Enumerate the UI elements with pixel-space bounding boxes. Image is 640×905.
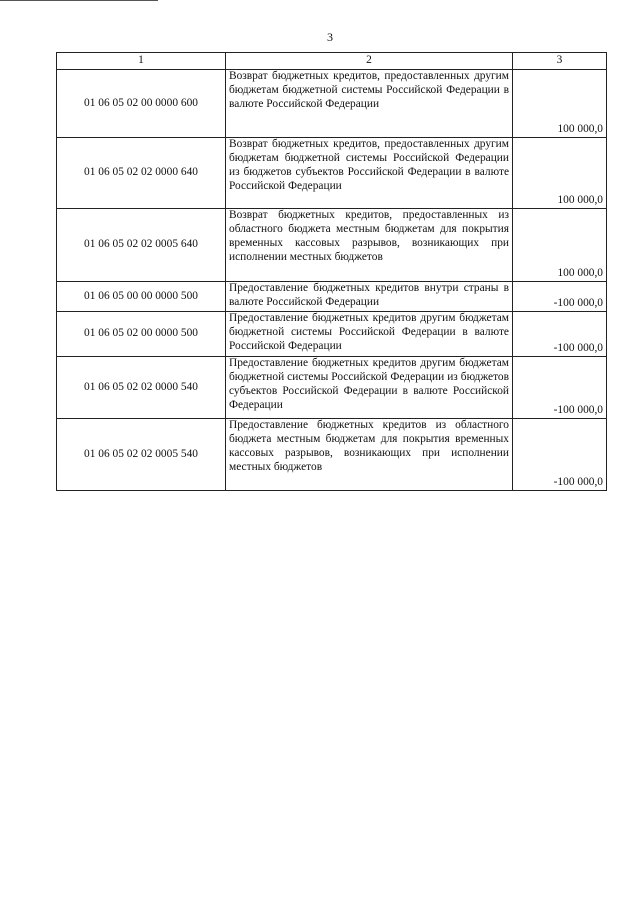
table-row xyxy=(57,357,607,419)
budget-code: 01 06 05 02 00 0000 500 xyxy=(57,312,226,357)
table-row xyxy=(57,312,607,357)
budget-item-name: Предоставление бюджетных кредитов из областного бюджета местным бюджетам для покрытия временных кассовых разрывов, возникающих при исполнении местных бюджетов xyxy=(226,419,513,491)
table-row xyxy=(57,282,607,312)
budget-table xyxy=(56,52,607,491)
header-col-3: 3 xyxy=(513,53,607,70)
budget-amount: 100 000,0 xyxy=(513,70,607,138)
budget-amount: -100 000,0 xyxy=(513,357,607,419)
budget-code: 01 06 05 02 02 0005 540 xyxy=(57,419,226,491)
header-col-1: 1 xyxy=(57,53,226,70)
table-row xyxy=(57,419,607,491)
budget-amount: -100 000,0 xyxy=(513,282,607,312)
budget-amount: 100 000,0 xyxy=(513,138,607,209)
page-number: 3 xyxy=(327,30,333,44)
budget-code: 01 06 05 02 02 0000 640 xyxy=(57,138,226,209)
header-col-2: 2 xyxy=(226,53,513,70)
budget-code: 01 06 05 00 00 0000 500 xyxy=(57,282,226,312)
budget-amount: 100 000,0 xyxy=(513,209,607,282)
table-row xyxy=(57,138,607,209)
table-row xyxy=(57,209,607,282)
budget-item-name: Возврат бюджетных кредитов, предоставленных из областного бюджета местным бюджетам для покрытия временных кассовых разрывов, возникающих при исполнении местных бюджетов xyxy=(226,209,513,282)
budget-amount: -100 000,0 xyxy=(513,312,607,357)
budget-item-name: Предоставление бюджетных кредитов другим бюджетам бюджетной системы Российской Федерации из бюджетов субъектов Российской Федерации в валюте Российской Федерации xyxy=(226,357,513,419)
table-header-row xyxy=(57,53,607,70)
page-top-rule xyxy=(0,0,158,1)
table-row xyxy=(57,70,607,138)
budget-item-name: Возврат бюджетных кредитов, предоставленных другим бюджетам бюджетной системы Российской Федерации в валюте Российской Федерации xyxy=(226,70,513,138)
budget-code: 01 06 05 02 02 0005 640 xyxy=(57,209,226,282)
budget-item-name: Предоставление бюджетных кредитов другим бюджетам бюджетной системы Российской Федерации в валюте Российской Федерации xyxy=(226,312,513,357)
budget-code: 01 06 05 02 00 0000 600 xyxy=(57,70,226,138)
budget-code: 01 06 05 02 02 0000 540 xyxy=(57,357,226,419)
budget-item-name: Возврат бюджетных кредитов, предоставленных другим бюджетам бюджетной системы Российской Федерации из бюджетов субъектов Российской Федерации в валюте Российской Федерации xyxy=(226,138,513,209)
budget-item-name: Предоставление бюджетных кредитов внутри страны в валюте Российской Федерации xyxy=(226,282,513,312)
budget-amount: -100 000,0 xyxy=(513,419,607,491)
